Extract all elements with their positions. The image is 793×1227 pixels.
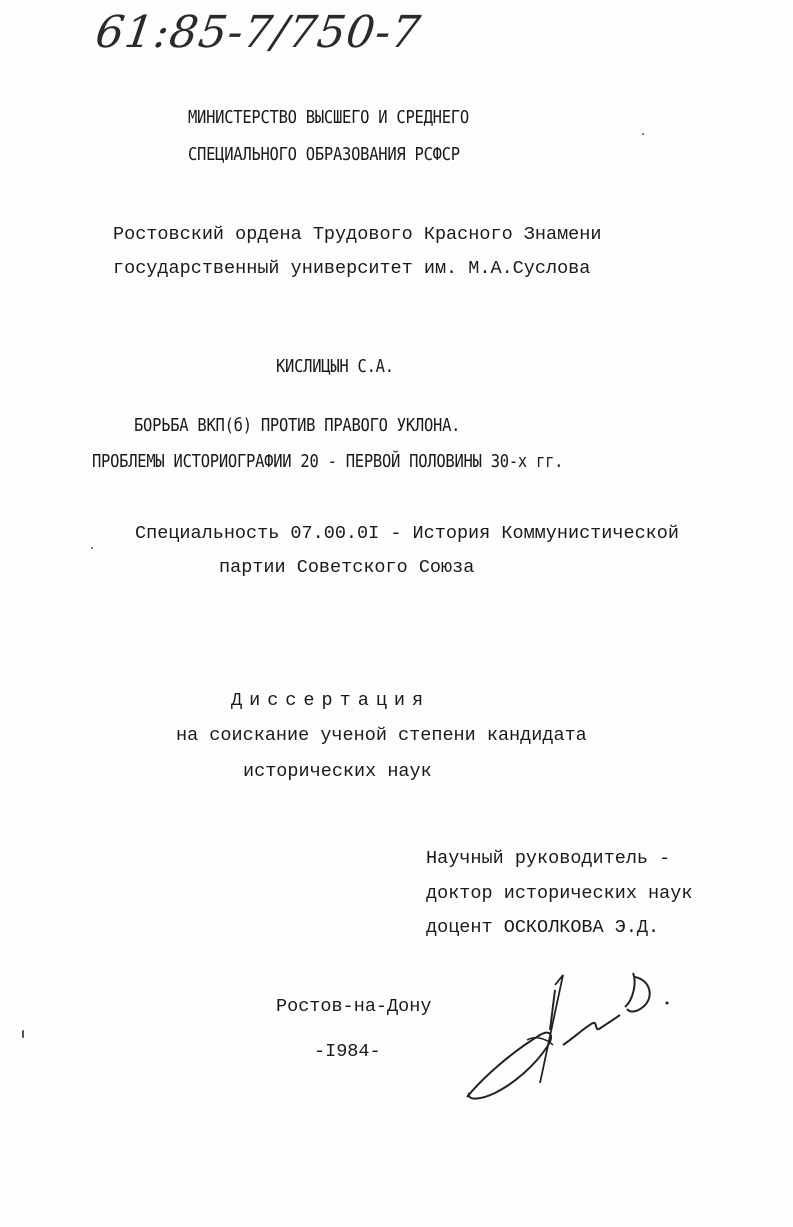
supervisor-line-3: доцент ОСКОЛКОВА Э.Д. bbox=[426, 917, 660, 938]
supervisor-line-1: Научный руководитель - bbox=[426, 848, 671, 869]
signature-image bbox=[455, 965, 685, 1110]
specialty-line-2: партии Советского Союза bbox=[219, 557, 475, 578]
archive-number-handwritten: 61:85-7/750-7 bbox=[92, 7, 424, 58]
scan-speck bbox=[91, 547, 93, 549]
supervisor-line-2: доктор исторических наук bbox=[426, 883, 693, 904]
ministry-line-1: МИНИСТЕРСТВО ВЫСШЕГО И СРЕДНЕГО bbox=[188, 107, 469, 128]
specialty-line-1: Специальность 07.00.0I - История Коммунистической bbox=[135, 523, 679, 544]
dissertation-title-line-2: ПРОБЛЕМЫ ИСТОРИОГРАФИИ 20 - ПЕРВОЙ ПОЛОВИНЫ 30-х гг. bbox=[92, 451, 564, 472]
degree-line-1: на соискание ученой степени кандидата bbox=[176, 725, 587, 746]
document-type-heading: Диссертация bbox=[231, 690, 431, 711]
ministry-line-2: СПЕЦИАЛЬНОГО ОБРАЗОВАНИЯ РСФСР bbox=[188, 144, 460, 165]
degree-line-2: исторических наук bbox=[243, 761, 432, 782]
scan-speck bbox=[22, 1030, 24, 1038]
university-line-2: государственный университет им. М.А.Суслова bbox=[113, 258, 591, 279]
author-name: КИСЛИЦЫН С.А. bbox=[276, 356, 394, 377]
year: -I984- bbox=[314, 1041, 381, 1062]
city: Ростов-на-Дону bbox=[276, 996, 432, 1017]
dissertation-title-line-1: БОРЬБА ВКП(б) ПРОТИВ ПРАВОГО УКЛОНА. bbox=[134, 415, 461, 436]
scan-speck bbox=[642, 133, 644, 135]
university-line-1: Ростовский ордена Трудового Красного Знамени bbox=[113, 224, 602, 245]
